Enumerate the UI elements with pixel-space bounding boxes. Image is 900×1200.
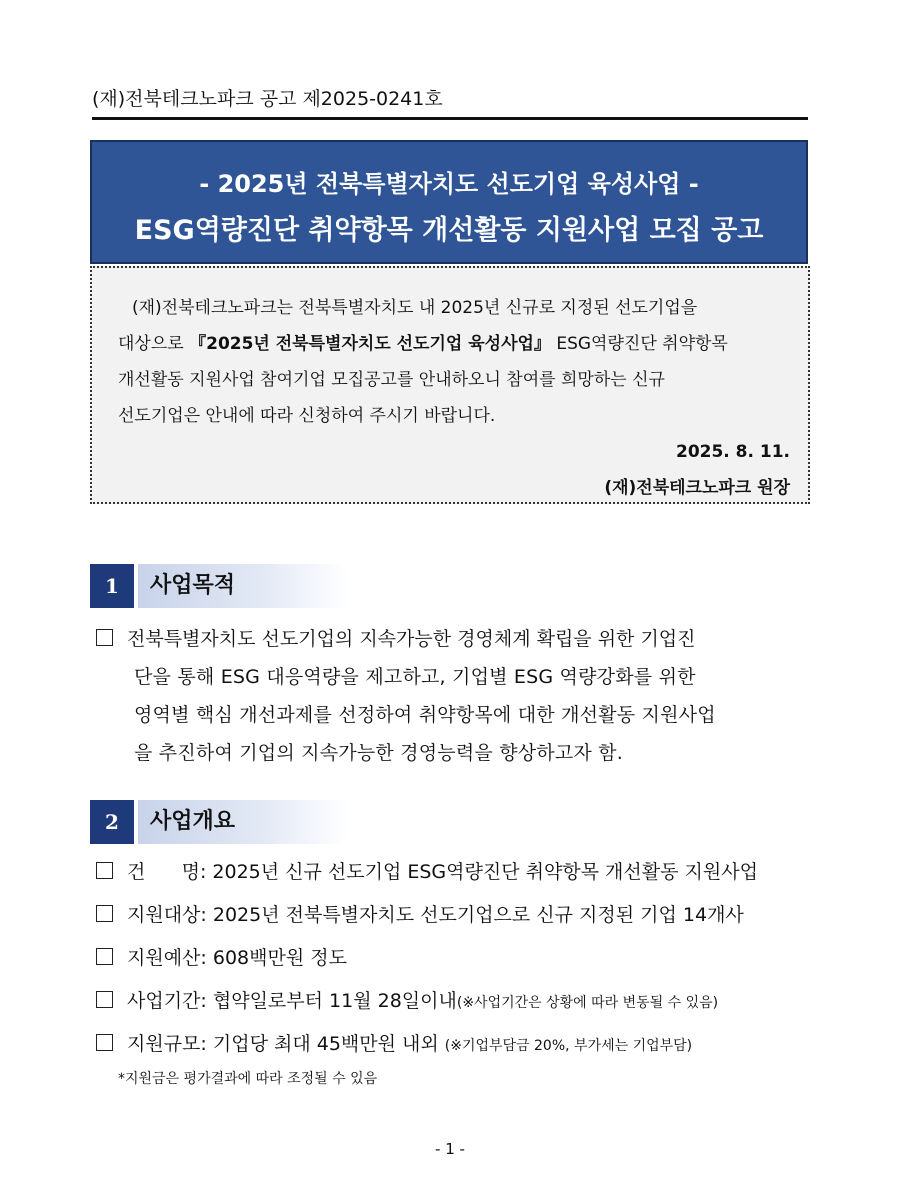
checkbox-icon	[96, 948, 113, 965]
overview-item-name	[96, 855, 826, 898]
notice-date: 2025. 8. 11.	[675, 442, 790, 462]
section-title: 사업개요	[150, 809, 236, 834]
purpose-line: 을 추진하여 기업의 지속가능한 경영능력을 향상하고자 함.	[134, 742, 623, 764]
notice-box	[90, 266, 810, 504]
overview-item-scale	[96, 1027, 826, 1070]
title-heading: ESG역량진단 취약항목 개선활동 지원사업 모집 공고	[134, 215, 764, 246]
section-header-overview	[90, 800, 350, 844]
checkbox-icon	[96, 905, 113, 922]
checkbox-icon	[96, 862, 113, 879]
footnote: *지원금은 평가결과에 따라 조정될 수 있음	[118, 1071, 378, 1087]
notice-line: 개선활동 지원사업 참여기업 모집공고를 안내하오니 참여를 희망하는 신규	[118, 370, 665, 390]
notice-line: ESG역량진단 취약항목	[556, 334, 728, 354]
overview-value: 협약일로부터 11월 28일이내	[212, 990, 457, 1012]
overview-label: 지원대상:	[127, 904, 207, 926]
notice-line: 대상으로	[118, 334, 184, 354]
purpose-line: 단을 통해 ESG 대응역량을 제고하고, 기업별 ESG 역량강화를 위한	[134, 666, 696, 688]
title-box	[90, 140, 808, 264]
checkbox-icon	[96, 991, 113, 1008]
overview-item-target	[96, 898, 826, 941]
overview-value: 2025년 전북특별자치도 선도기업으로 신규 지정된 기업 14개사	[212, 904, 744, 926]
purpose-line: 전북특별자치도 선도기업의 지속가능한 경영체계 확립을 위한 기업진	[127, 628, 696, 650]
overview-label: 사업기간:	[127, 990, 207, 1012]
section-number: 1	[90, 564, 134, 608]
purpose-paragraph	[96, 620, 816, 772]
overview-note: (※기업부담금 20%, 부가세는 기업부담)	[444, 1038, 693, 1054]
notice-text	[118, 290, 790, 434]
notice-project-name: 『2025년 전북특별자치도 선도기업 육성사업』	[189, 334, 551, 354]
notice-line: 선도기업은 안내에 따라 신청하여 주시기 바랍니다.	[118, 406, 496, 426]
checkbox-icon	[96, 1034, 113, 1051]
overview-value: 608백만원 정도	[212, 947, 347, 969]
title-subheading: - 2025년 전북특별자치도 선도기업 육성사업 -	[199, 170, 699, 198]
checkbox-icon	[96, 629, 113, 646]
section-number: 2	[90, 800, 134, 844]
overview-label: 지원규모:	[127, 1033, 207, 1055]
overview-value: 2025년 신규 선도기업 ESG역량진단 취약항목 개선활동 지원사업	[212, 861, 758, 883]
overview-label: 지원예산:	[127, 947, 207, 969]
section-header-purpose	[90, 564, 350, 608]
notice-issuer: (재)전북테크노파크 원장	[604, 478, 790, 498]
section-title: 사업목적	[150, 573, 236, 598]
announcement-number: (재)전북테크노파크 공고 제2025-0241호	[92, 84, 808, 120]
overview-label: 건 명:	[127, 861, 207, 883]
purpose-line: 영역별 핵심 개선과제를 선정하여 취약항목에 대한 개선활동 지원사업	[134, 704, 716, 726]
overview-item-period	[96, 984, 826, 1027]
page-number: - 1 -	[435, 1140, 465, 1158]
overview-value: 기업당 최대 45백만원 내외	[212, 1033, 439, 1055]
overview-note: (※사업기간은 상황에 따라 변동될 수 있음)	[456, 995, 719, 1011]
overview-item-budget	[96, 941, 826, 984]
notice-line: (재)전북테크노파크는 전북특별자치도 내 2025년 신규로 지정된 선도기업을	[132, 298, 698, 318]
overview-list	[96, 855, 826, 1070]
